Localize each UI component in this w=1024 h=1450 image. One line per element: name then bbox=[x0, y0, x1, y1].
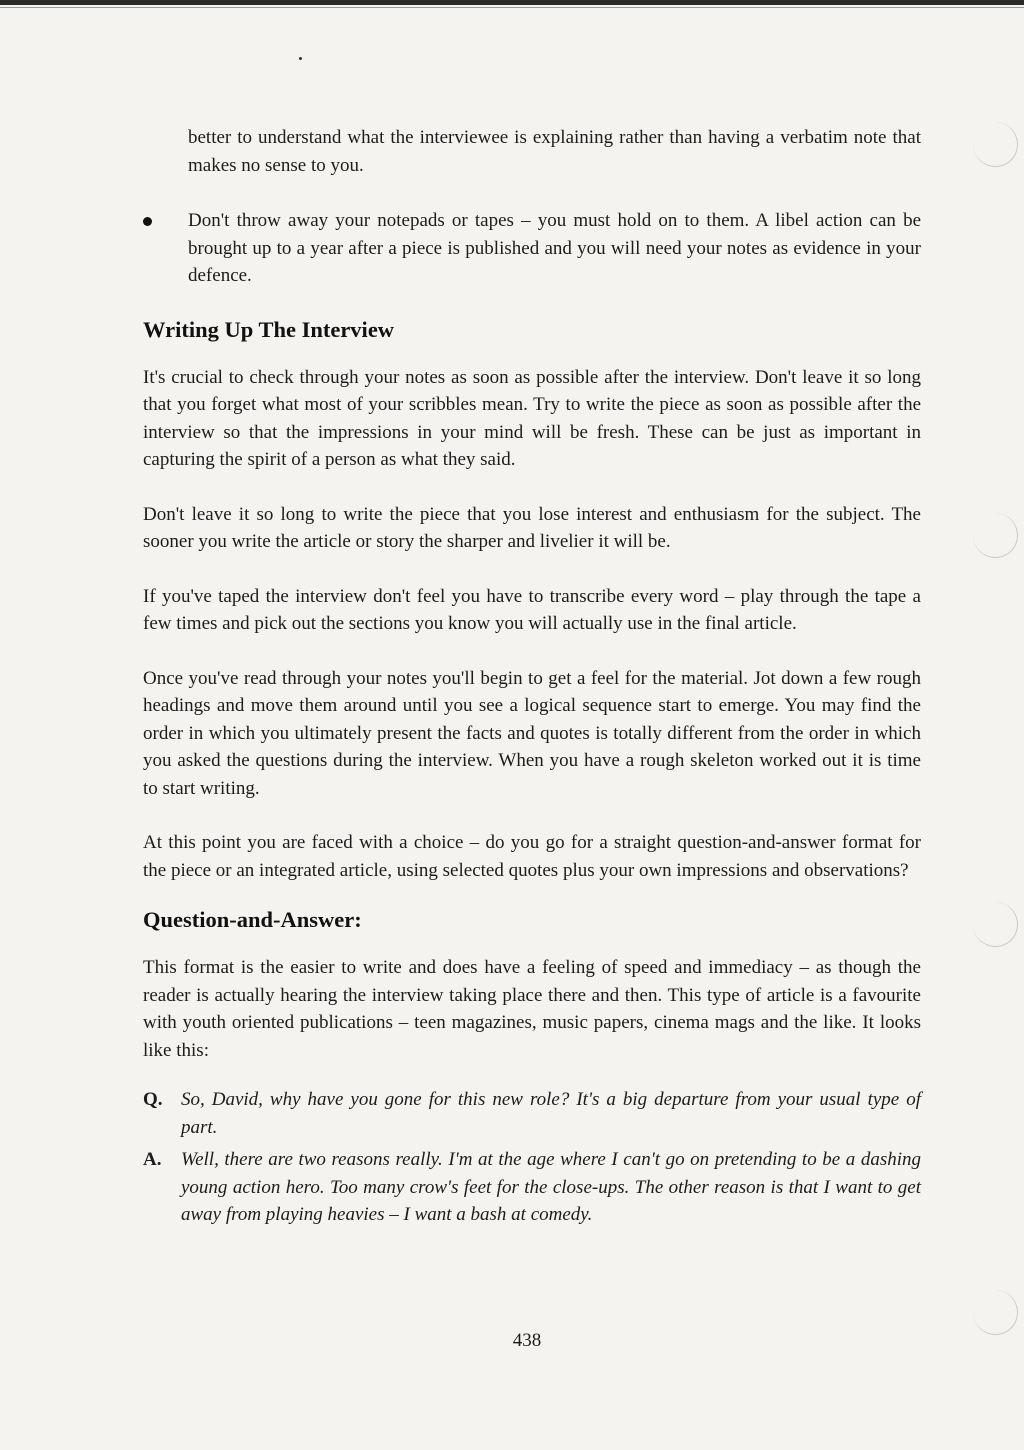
section-heading-writing-up: Writing Up The Interview bbox=[143, 316, 395, 342]
paragraph-1: It's crucial to check through your notes as soon as possible after the interview. Don't leave it so long that you forget what most of your scribbles mean. Try to write the piece as soon as possible after the interview so that the impressions in your mind will be fresh. These can be just as important in capturing the spirit of a person as what they said. bbox=[143, 366, 921, 470]
bullet-text: Don't throw away your notepads or tapes – you must hold on to them. A libel action can be brought up to a year after a piece is published and you will need your notes as evidence in your defence. bbox=[188, 210, 921, 286]
binder-hole-4 bbox=[973, 1290, 1018, 1335]
qa-question bbox=[143, 1086, 921, 1141]
bullet-item bbox=[143, 207, 921, 290]
binder-hole-1 bbox=[973, 122, 1018, 167]
paragraph-2: Don't leave it so long to write the piece that you lose interest and enthusiasm for the subject. The sooner you write the article or story the sharper and livelier it will be. bbox=[143, 503, 921, 552]
qa-answer bbox=[143, 1146, 921, 1229]
qa-label-q: Q. bbox=[143, 1089, 163, 1110]
page-content bbox=[143, 124, 921, 1229]
binder-hole-3 bbox=[973, 902, 1018, 947]
qa-answer-text: Well, there are two reasons really. I'm at the age where I can't go on pretending to be a dashing young action hero. Too many crow's feet for the close-ups. The other reason is that I want to get away from playing heavies – I want a bash at comedy. bbox=[181, 1149, 921, 1225]
scan-top-line bbox=[0, 7, 1024, 8]
paragraph-4: Once you've read through your notes you'll begin to get a feel for the material. Jot down a few rough headings and move them around until you see a logical sequence start to emerge. You may find the order in which you ultimately present the facts and quotes is totally different from the order in which you asked the questions during the interview. When you have a rough skeleton worked out it is time to start writing. bbox=[143, 667, 921, 799]
continuation-paragraph: better to understand what the interviewee is explaining rather than having a verbatim note that makes no sense to you. bbox=[188, 127, 921, 176]
qa-label-a: A. bbox=[143, 1149, 162, 1170]
scan-top-edge bbox=[0, 0, 1024, 5]
paragraph-3: If you've taped the interview don't feel you have to transcribe every word – play through the tape a few times and pick out the sections you know you will actually use in the final article. bbox=[143, 585, 921, 634]
paragraph-5: At this point you are faced with a choice – do you go for a straight question-and-answer format for the piece or an integrated article, using selected quotes plus your own impressions and observations? bbox=[143, 832, 921, 881]
qa-intro-paragraph: This format is the easier to write and does have a feeling of speed and immediacy – as though the reader is actually hearing the interview taking place there and then. This type of article is a favourite with youth oriented publications – teen magazines, music papers, cinema mags and the like. It looks like this: bbox=[143, 957, 921, 1061]
page-number: 438 bbox=[512, 1330, 542, 1351]
section-heading-question-and-answer: Question-and-Answer: bbox=[143, 907, 362, 932]
qa-question-text: So, David, why have you gone for this new role? It's a big departure from your usual type of part. bbox=[181, 1089, 921, 1138]
binder-hole-2 bbox=[973, 513, 1018, 558]
dust-speck bbox=[299, 57, 302, 60]
bullet-icon bbox=[143, 217, 152, 226]
